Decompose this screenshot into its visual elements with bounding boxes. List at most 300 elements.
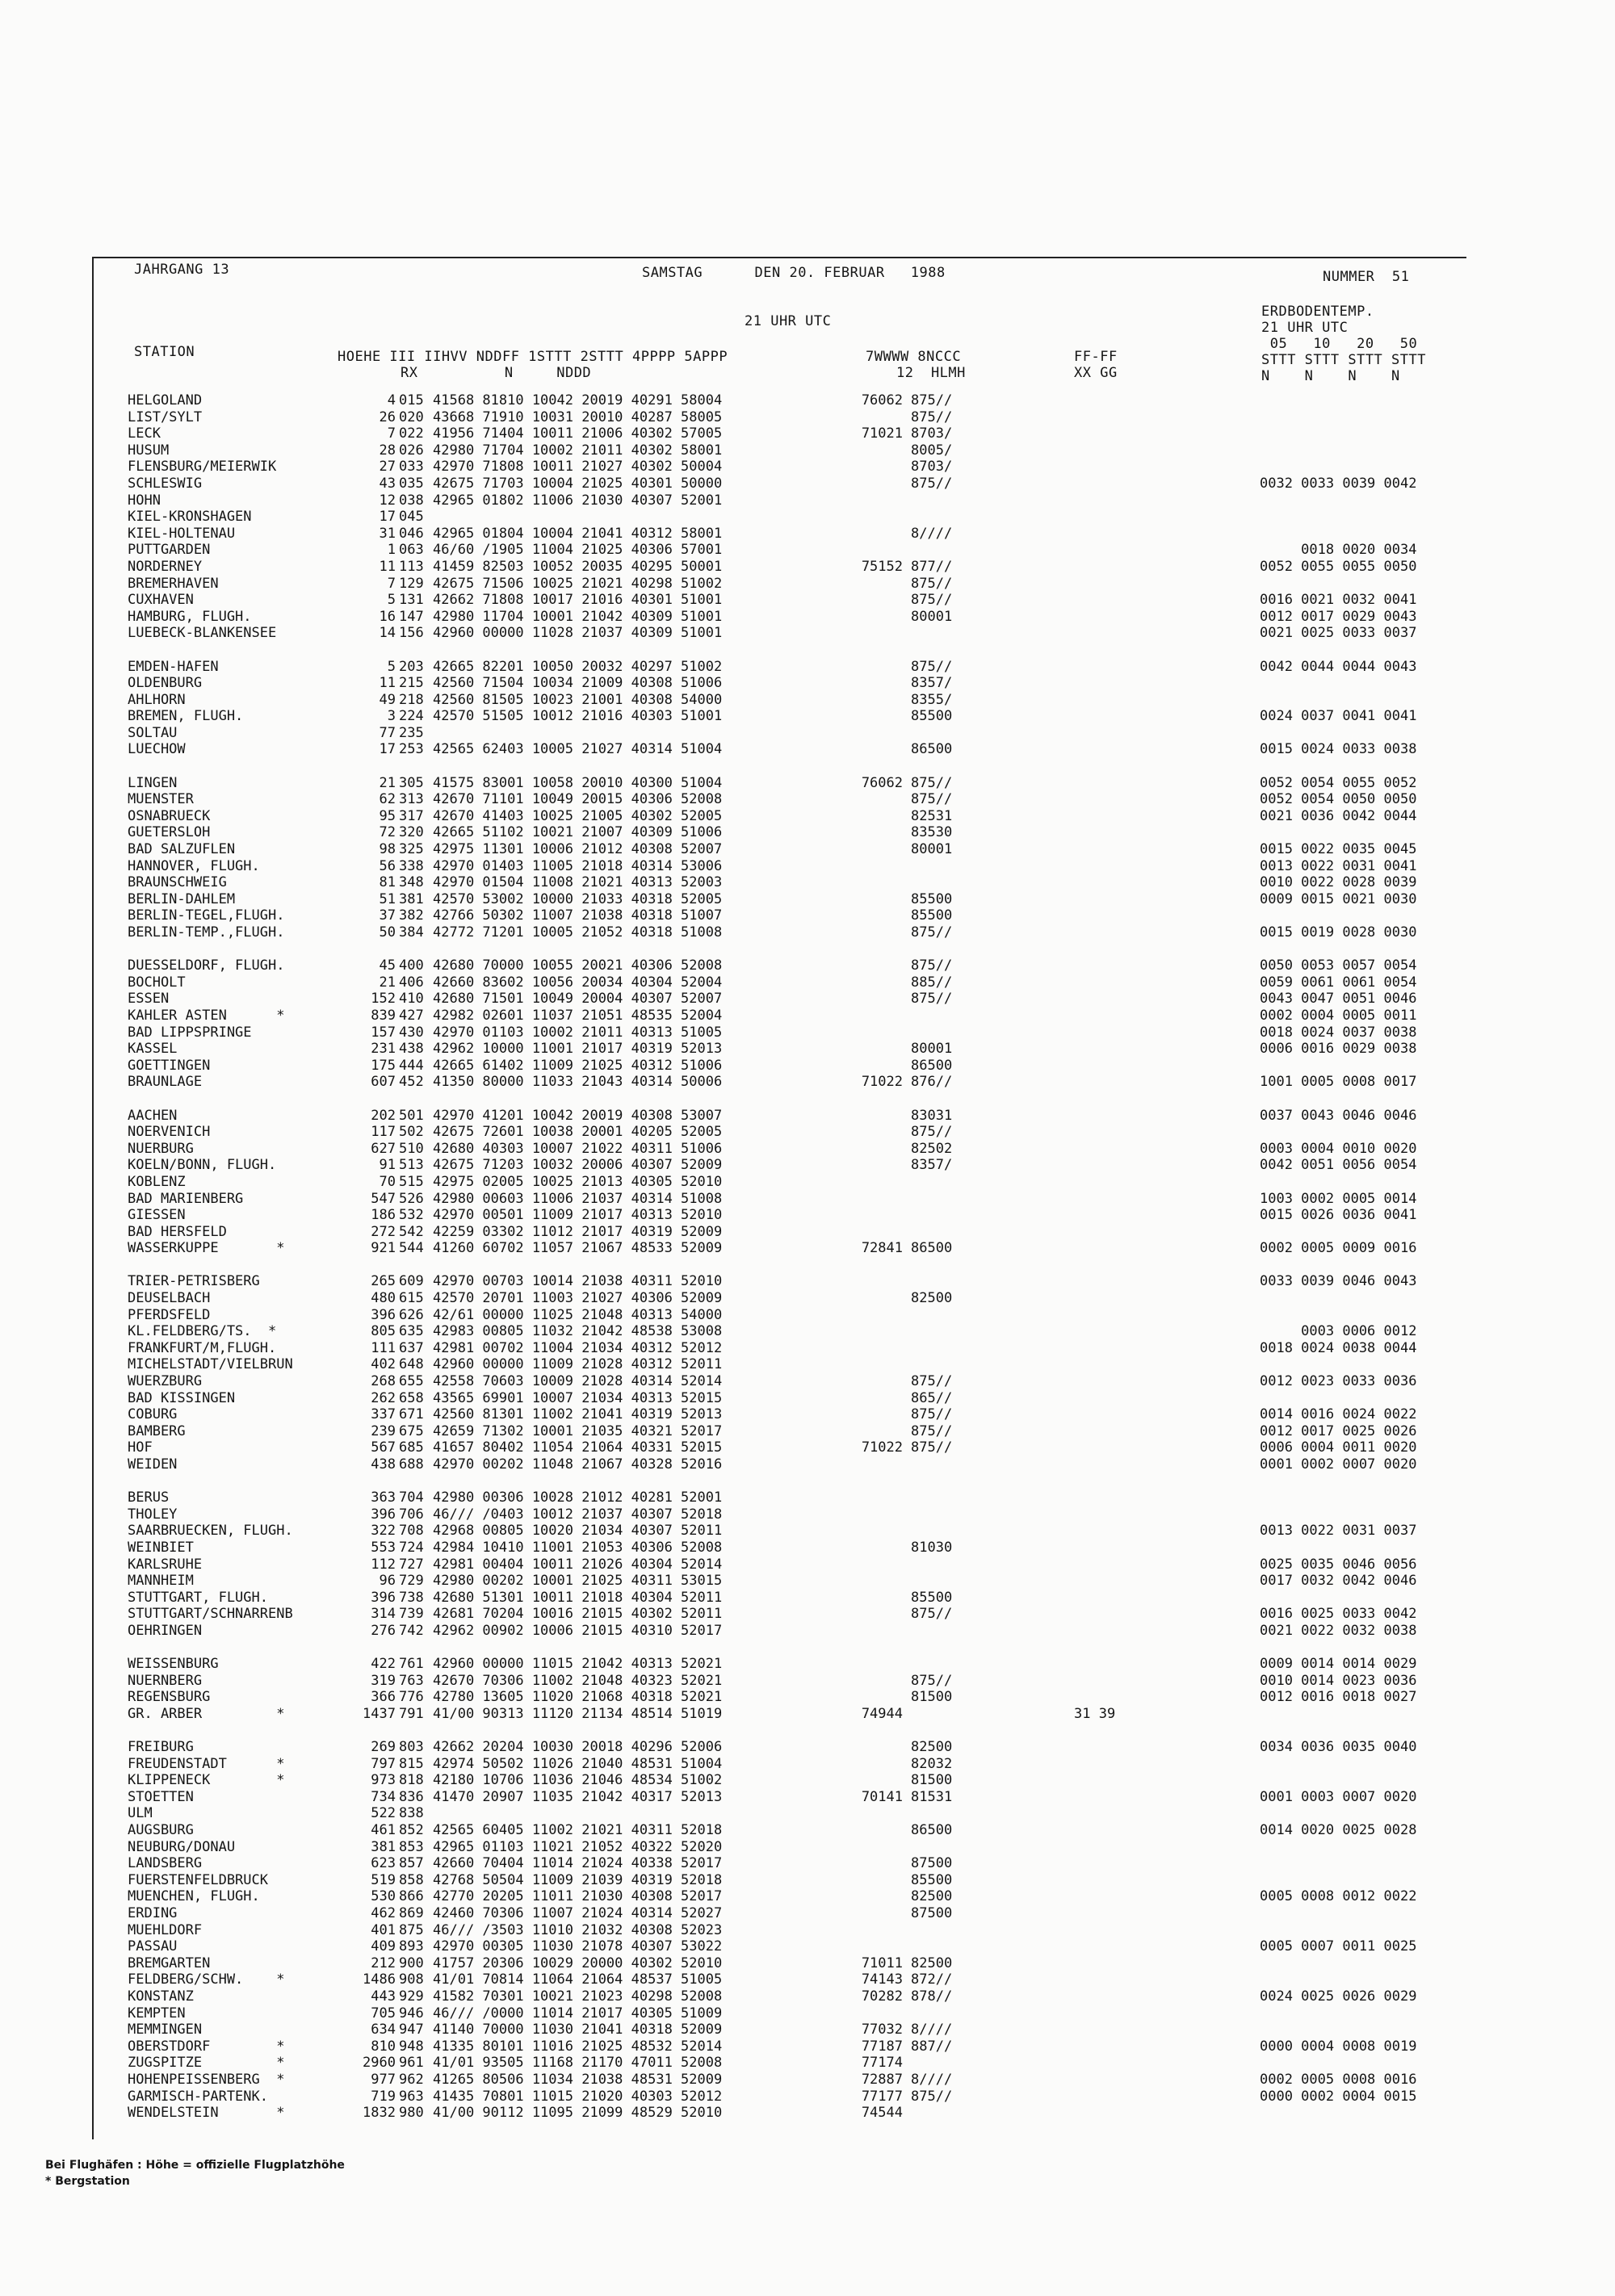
station-height: 81 (379, 874, 396, 891)
synop-groups: 42960 00000 11009 21028 40312 52011 (433, 1356, 723, 1373)
station-name: COBURG (128, 1406, 178, 1423)
cloud-group: 877// (911, 558, 953, 575)
wind-gust (1074, 1323, 1147, 1340)
station-height: 77 (379, 724, 396, 741)
synop-groups: 41435 70801 11015 21020 40303 52012 (433, 2088, 723, 2105)
weather-group: 70141 (861, 1788, 903, 1805)
wind-gust (1074, 692, 1147, 709)
synop-groups: 42980 11704 10001 21042 40309 51001 (433, 608, 723, 625)
station-height: 262 (371, 1389, 396, 1406)
wind-gust (1074, 392, 1147, 409)
cloud-group (911, 1340, 975, 1357)
synop-groups: 42660 83602 10056 20034 40304 52004 (433, 974, 723, 991)
cloud-group (911, 1008, 975, 1024)
weather-group (854, 1689, 903, 1706)
synop-groups: 42675 71203 10032 20006 40307 52009 (433, 1157, 723, 1174)
cloud-group (911, 1273, 975, 1290)
synop-groups: 42565 62403 10005 21027 40314 51004 (433, 741, 723, 758)
synop-groups: 42560 71504 10034 21009 40308 51006 (433, 675, 723, 692)
wind-gust (1074, 1888, 1147, 1905)
wind-gust (1074, 841, 1147, 858)
cloud-group: 875// (911, 1422, 953, 1439)
synop-groups: 42558 70603 10009 21028 40314 52014 (433, 1373, 723, 1390)
weather-group (854, 692, 903, 709)
weather-group (854, 924, 903, 941)
station-height: 212 (371, 1955, 396, 1971)
wind-gust (1074, 1074, 1147, 1091)
station-name: KASSEL (128, 1041, 178, 1058)
station-name: NUERBURG (128, 1140, 194, 1157)
station-number: 113 (399, 558, 424, 575)
soil-temperatures: 0013 0022 0031 0041 (1260, 857, 1417, 874)
cloud-group: 82500 (911, 1955, 953, 1971)
station-height: 462 (371, 1905, 396, 1922)
station-name: AACHEN (128, 1107, 178, 1124)
weather-group (854, 1340, 903, 1357)
cloud-group (911, 1506, 975, 1523)
station-number: 313 (399, 791, 424, 808)
synop-groups: 42960 00000 11015 21042 40313 52021 (433, 1656, 723, 1673)
issue-date: SAMSTAG DEN 20. FEBRUAR 1988 (642, 265, 946, 281)
weather-group (854, 609, 903, 626)
wind-gust (1074, 1689, 1147, 1706)
cloud-group (911, 1224, 975, 1241)
station-name: DUESSELDORF, FLUGH. (128, 957, 285, 974)
station-number: 026 (399, 442, 424, 459)
weather-group (854, 542, 903, 559)
soil-temperatures (1260, 692, 1470, 709)
station-height: 268 (371, 1373, 396, 1390)
weather-group: 72841 (861, 1240, 903, 1257)
station-number: 776 (399, 1689, 424, 1706)
synop-groups: 42675 72601 10038 20001 40205 52005 (433, 1124, 723, 1141)
soil-temperatures: 0002 0005 0008 0016 (1260, 2071, 1417, 2088)
cloud-group (911, 725, 975, 742)
soil-temp-codes: STTT STTT STTT STTT (1261, 352, 1426, 368)
cloud-group: 875// (911, 1672, 953, 1689)
synop-groups: 42770 20205 11011 21030 40308 52017 (433, 1888, 723, 1905)
weather-group (854, 675, 903, 692)
wind-gust (1074, 1839, 1147, 1856)
cloud-group: 85500 (911, 1871, 953, 1888)
cloud-group (911, 542, 975, 559)
station-height: 480 (371, 1290, 396, 1307)
wind-gust (1074, 576, 1147, 593)
cloud-group: 875// (911, 1439, 953, 1456)
synop-groups: 42970 00305 11030 21078 40307 53022 (433, 1938, 723, 1955)
synop-groups: 42772 71201 10005 21052 40318 51008 (433, 924, 723, 941)
cloud-group: 875// (911, 409, 953, 425)
weather-group (854, 1656, 903, 1673)
station-number: 325 (399, 841, 424, 858)
column-header-line1: HOEHE III IIHVV NDDFF 1STTT 2STTT 4PPPP 5APPP (338, 349, 728, 365)
soil-temperatures: 0016 0025 0033 0042 (1260, 1606, 1417, 1623)
station-height: 7 (387, 575, 396, 592)
wind-gust (1074, 1041, 1147, 1058)
synop-groups: 42981 00702 11004 21034 40312 52012 (433, 1339, 723, 1356)
soil-temperatures: 1003 0002 0005 0014 (1260, 1190, 1417, 1207)
station-height: 547 (371, 1190, 396, 1207)
wind-gust (1074, 625, 1147, 642)
cloud-group: 878// (911, 1988, 953, 2005)
wind-gust (1074, 542, 1147, 559)
synop-groups: 41265 80506 11034 21038 48531 52009 (433, 2071, 723, 2088)
station-name: HANNOVER, FLUGH. (128, 857, 260, 874)
station-name: NOERVENICH (128, 1124, 211, 1141)
station-name: BAD SALZUFLEN (128, 841, 236, 858)
synop-groups: 42980 00603 11006 21037 40314 51008 (433, 1190, 723, 1207)
weather-group (854, 808, 903, 825)
weather-group (854, 1573, 903, 1590)
station-height: 175 (371, 1057, 396, 1074)
synop-groups: 42560 81505 10023 21001 40308 54000 (433, 691, 723, 708)
wind-gust (1074, 1141, 1147, 1158)
weather-group (854, 907, 903, 924)
soil-temperatures: 0000 0004 0008 0019 (1260, 2038, 1417, 2055)
wind-gust (1074, 1673, 1147, 1690)
station-name: FREUDENSTADT * (128, 1755, 285, 1772)
station-name: BRAUNLAGE (128, 1074, 203, 1091)
wind-gust (1074, 442, 1147, 459)
station-name: BERLIN-DAHLEM (128, 890, 236, 907)
station-name: KL.FELDBERG/TS. * (128, 1323, 277, 1340)
station-name: LUECHOW (128, 741, 186, 758)
cloud-group: 885// (911, 974, 953, 991)
wind-gust (1074, 425, 1147, 442)
soil-temperatures: 0014 0020 0025 0028 (1260, 1822, 1417, 1839)
soil-temperatures (1260, 1290, 1470, 1307)
synop-groups: 42659 71302 10001 21035 40321 52017 (433, 1422, 723, 1439)
soil-temperatures (1260, 675, 1470, 692)
station-number: 635 (399, 1323, 424, 1340)
weather-group (854, 409, 903, 426)
cloud-group: 875// (911, 592, 953, 609)
weather-group (854, 1506, 903, 1523)
station-height: 522 (371, 1805, 396, 1822)
synop-groups: 42560 81301 11002 21041 40319 52013 (433, 1406, 723, 1423)
synop-groups: 46/// /0000 11014 21017 40305 51009 (433, 2005, 723, 2022)
soil-temperatures: 0037 0043 0046 0046 (1260, 1107, 1417, 1124)
cloud-group (911, 1174, 975, 1191)
station-number: 869 (399, 1905, 424, 1922)
station-name: KIEL-HOLTENAU (128, 525, 236, 542)
soil-temperatures (1260, 1805, 1470, 1822)
cloud-group: 875// (911, 2088, 953, 2105)
station-name: HOF (128, 1439, 153, 1456)
station-height: 314 (371, 1606, 396, 1623)
cloud-group: 81500 (911, 1772, 953, 1789)
cloud-group: 85500 (911, 1589, 953, 1606)
cloud-group: 875// (911, 957, 953, 974)
station-number: 961 (399, 2055, 424, 2072)
cloud-group: 82502 (911, 1140, 953, 1157)
station-number: 215 (399, 675, 424, 692)
wind-gust (1074, 2038, 1147, 2055)
station-number: 858 (399, 1871, 424, 1888)
cloud-group: 85500 (911, 708, 953, 725)
synop-groups: 46/// /0403 10012 21037 40307 52018 (433, 1506, 723, 1523)
weather-group (854, 1756, 903, 1773)
station-height: 366 (371, 1689, 396, 1706)
station-name: LUEBECK-BLANKENSEE (128, 625, 277, 642)
station-number: 348 (399, 874, 424, 891)
synop-groups: 42968 00805 10020 21034 40307 52011 (433, 1523, 723, 1540)
station-number: 946 (399, 2005, 424, 2022)
station-number: 317 (399, 807, 424, 824)
station-name: FUERSTENFELDBRUCK (128, 1871, 268, 1888)
soil-temperatures: 0009 0014 0014 0029 (1260, 1656, 1417, 1673)
station-name: KOBLENZ (128, 1173, 186, 1190)
weather-group (854, 1224, 903, 1241)
station-number: 742 (399, 1622, 424, 1639)
soil-temperatures (1260, 459, 1470, 476)
synop-groups: 42970 00501 11009 21017 40313 52010 (433, 1207, 723, 1224)
station-name: ZUGSPITZE * (128, 2055, 285, 2072)
synop-groups: 42970 41201 10042 20019 40308 53007 (433, 1107, 723, 1124)
issue-number: NUMMER 51 (1323, 269, 1410, 285)
synop-groups: 41140 70000 11030 21041 40318 52009 (433, 2022, 723, 2038)
station-height: 17 (379, 741, 396, 758)
station-height: 401 (371, 1921, 396, 1938)
station-number: 063 (399, 542, 424, 559)
station-height: 62 (379, 791, 396, 808)
synop-groups: 42665 61402 11009 21025 40312 51006 (433, 1057, 723, 1074)
weather-group (854, 1888, 903, 1905)
station-number: 156 (399, 625, 424, 642)
weather-group (854, 1938, 903, 1955)
station-number: 015 (399, 392, 424, 409)
wind-gust (1074, 1024, 1147, 1041)
weather-group: 76062 (861, 392, 903, 409)
weather-group: 71022 (861, 1074, 903, 1091)
soil-temperatures: 0012 0017 0025 0026 (1260, 1422, 1417, 1439)
weather-group (854, 1623, 903, 1640)
station-name: WUERZBURG (128, 1373, 203, 1390)
soil-temperatures (1260, 1706, 1470, 1723)
station-name: OBERSTDORF * (128, 2038, 285, 2055)
station-height: 276 (371, 1622, 396, 1639)
soil-temperatures (1260, 1356, 1470, 1373)
synop-groups: 42962 00902 10006 21015 40310 52017 (433, 1622, 723, 1639)
station-name: SCHLESWIG (128, 475, 203, 492)
station-name: KONSTANZ (128, 1988, 194, 2005)
cloud-group: 86500 (911, 1240, 953, 1257)
station-name: GUETERSLOH (128, 824, 211, 841)
soil-temperatures: 0017 0032 0042 0046 (1260, 1573, 1417, 1590)
station-height: 49 (379, 691, 396, 708)
weather-group (854, 1423, 903, 1440)
cloud-group (911, 1573, 975, 1590)
station-height: 12 (379, 492, 396, 509)
station-height: 705 (371, 2005, 396, 2022)
soil-temperatures: 0012 0023 0033 0036 (1260, 1373, 1417, 1390)
cloud-group: 86500 (911, 1057, 953, 1074)
station-name: THOLEY (128, 1506, 178, 1523)
synop-groups: 41459 82503 10052 20035 40295 50001 (433, 558, 723, 575)
wind-gust (1074, 1307, 1147, 1324)
station-name: LIST/SYLT (128, 409, 203, 425)
station-number: 963 (399, 2088, 424, 2105)
cloud-group: 876// (911, 1074, 953, 1091)
synop-groups: 42970 00703 10014 21038 40311 52010 (433, 1273, 723, 1290)
wind-gust (1074, 1406, 1147, 1423)
synop-groups: 41582 70301 10021 21023 40298 52008 (433, 1988, 723, 2005)
synop-groups: 42460 70306 11007 21024 40314 52027 (433, 1905, 723, 1922)
station-number: 544 (399, 1240, 424, 1257)
station-number: 033 (399, 459, 424, 476)
cloud-group: 875// (911, 1606, 953, 1623)
weather-group (854, 1839, 903, 1856)
station-number: 430 (399, 1024, 424, 1041)
weather-group (854, 1739, 903, 1756)
cloud-group: 82531 (911, 807, 953, 824)
cloud-group (911, 2005, 975, 2022)
soil-temperatures: 0021 0025 0033 0037 (1260, 625, 1417, 642)
weather-group (854, 509, 903, 526)
cloud-group: 80001 (911, 1041, 953, 1058)
station-number: 510 (399, 1140, 424, 1157)
weather-group (854, 841, 903, 858)
station-height: 45 (379, 957, 396, 974)
station-number: 400 (399, 957, 424, 974)
station-height: 422 (371, 1656, 396, 1673)
station-number: 671 (399, 1406, 424, 1423)
weather-group (854, 1207, 903, 1224)
station-number: 738 (399, 1589, 424, 1606)
station-name: WENDELSTEIN * (128, 2105, 285, 2122)
station-height: 839 (371, 1007, 396, 1024)
wind-gust (1074, 1124, 1147, 1141)
synop-groups: 42970 01103 10002 21011 40313 51005 (433, 1024, 723, 1041)
weather-group: 77187 (861, 2038, 903, 2055)
weather-group (854, 476, 903, 492)
station-name: NEUBURG/DONAU (128, 1838, 236, 1855)
station-number: 253 (399, 741, 424, 758)
station-height: 1 (387, 542, 396, 559)
weather-group (854, 1456, 903, 1473)
cloud-group: 872// (911, 1971, 953, 1988)
wind-gust (1074, 808, 1147, 825)
weather-group (854, 791, 903, 808)
synop-groups: 42975 11301 10006 21012 40308 52007 (433, 841, 723, 858)
station-name: BERLIN-TEGEL,FLUGH. (128, 907, 285, 924)
wind-gust (1074, 1789, 1147, 1806)
station-height: 634 (371, 2022, 396, 2038)
station-name: MEMMINGEN (128, 2022, 203, 2038)
wind-gust (1074, 675, 1147, 692)
station-number: 875 (399, 1921, 424, 1938)
station-height: 797 (371, 1755, 396, 1772)
cloud-group: 8//// (911, 2022, 953, 2038)
soil-temperatures: 0003 0006 0012 (1260, 1323, 1417, 1340)
soil-temperatures (1260, 1955, 1470, 1972)
station-height: 396 (371, 1589, 396, 1606)
weather-group (854, 991, 903, 1008)
weather-group (854, 1157, 903, 1174)
station-number: 838 (399, 1805, 424, 1822)
station-height: 186 (371, 1207, 396, 1224)
station-height: 50 (379, 924, 396, 941)
station-name: EMDEN-HAFEN (128, 658, 219, 675)
cloud-group: 86500 (911, 741, 953, 758)
weather-group (854, 1273, 903, 1290)
synop-groups: 42670 41403 10025 21005 40302 52005 (433, 807, 723, 824)
wind-gust (1074, 1240, 1147, 1257)
station-number: 688 (399, 1456, 424, 1473)
station-number: 046 (399, 525, 424, 542)
weather-group: 74944 (861, 1705, 903, 1722)
station-number: 729 (399, 1573, 424, 1590)
wind-gust (1074, 1008, 1147, 1024)
soil-temperatures (1260, 425, 1470, 442)
soil-temperatures: 0002 0004 0005 0011 (1260, 1007, 1417, 1024)
wind-gust (1074, 1590, 1147, 1607)
station-number: 761 (399, 1656, 424, 1673)
weather-group: 76062 (861, 774, 903, 791)
station-height: 72 (379, 824, 396, 841)
station-name: GIESSEN (128, 1207, 186, 1224)
soil-temperatures (1260, 1590, 1470, 1607)
station-name: MUENSTER (128, 791, 194, 808)
wind-gust (1074, 609, 1147, 626)
cloud-group: 82500 (911, 1739, 953, 1756)
station-number: 542 (399, 1223, 424, 1240)
station-number: 948 (399, 2038, 424, 2055)
weather-group (854, 1191, 903, 1208)
synop-groups: 41335 80101 11016 21025 48532 52014 (433, 2038, 723, 2055)
synop-groups: 42970 01504 11008 21021 40313 52003 (433, 874, 723, 891)
station-number: 836 (399, 1788, 424, 1805)
station-height: 396 (371, 1306, 396, 1323)
soil-temperatures: 0024 0037 0041 0041 (1260, 708, 1417, 725)
synop-groups: 42975 02005 10025 21013 40305 52010 (433, 1173, 723, 1190)
station-number: 675 (399, 1422, 424, 1439)
weather-group (854, 1905, 903, 1922)
station-name: FREIBURG (128, 1739, 194, 1756)
weather-group (854, 1855, 903, 1872)
wind-gust (1074, 592, 1147, 609)
station-height: 31 (379, 525, 396, 542)
station-number: 038 (399, 492, 424, 509)
station-height: 7 (387, 425, 396, 442)
station-height: 337 (371, 1406, 396, 1423)
cloud-group: 875// (911, 1373, 953, 1390)
wind-gust (1074, 492, 1147, 509)
station-name: MUENCHEN, FLUGH. (128, 1888, 260, 1905)
station-number: 131 (399, 592, 424, 609)
weather-group (854, 1523, 903, 1540)
wind-gust (1074, 924, 1147, 941)
weather-group (854, 1307, 903, 1324)
weather-group (854, 442, 903, 459)
weather-group (854, 1174, 903, 1191)
station-name: PASSAU (128, 1938, 178, 1955)
station-number: 908 (399, 1971, 424, 1988)
station-number: 727 (399, 1556, 424, 1573)
weather-group (854, 1108, 903, 1125)
station-number: 818 (399, 1772, 424, 1789)
cloud-group: 875// (911, 475, 953, 492)
cloud-group: 8703/ (911, 459, 953, 476)
weather-group (854, 592, 903, 609)
station-number: 427 (399, 1007, 424, 1024)
synop-groups: 42670 70306 11002 21048 40323 52021 (433, 1672, 723, 1689)
synop-groups: 42960 00000 11028 21037 40309 51001 (433, 625, 723, 642)
station-number: 129 (399, 575, 424, 592)
station-number: 410 (399, 991, 424, 1008)
station-number: 502 (399, 1124, 424, 1141)
wind-gust (1074, 559, 1147, 576)
